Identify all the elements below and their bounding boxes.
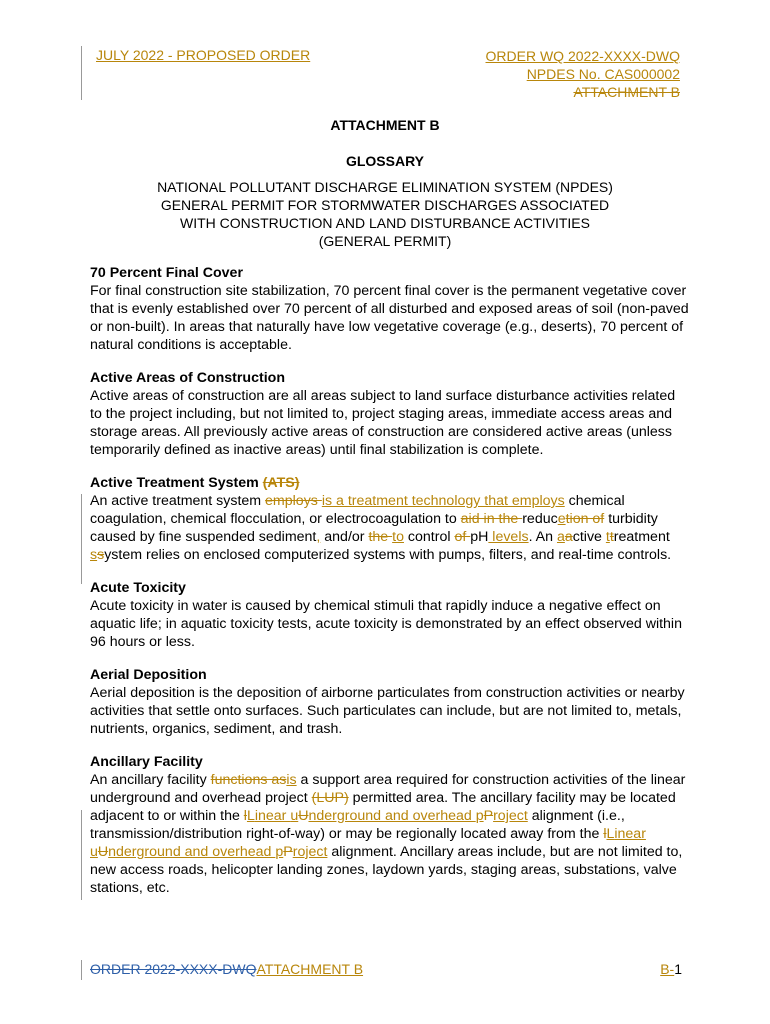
glossary-entry — [90, 579, 690, 651]
deleted-text: employs — [265, 493, 322, 509]
inserted-text: e — [557, 511, 566, 527]
entry-term: 70 Percent Final Cover — [90, 265, 243, 281]
change-bar-header — [81, 46, 82, 100]
entry-definition — [90, 492, 690, 564]
header-left — [96, 47, 418, 63]
inserted-text: roject — [292, 844, 328, 860]
text-run: ystem relies on enclosed computerized systems with pumps, filters, and real-time controls. — [104, 547, 672, 563]
inserted-text: t — [605, 529, 610, 545]
footer-attachment: ATTACHMENT B — [256, 961, 364, 977]
deleted-text: P — [283, 844, 293, 860]
change-bar-ancillary — [81, 810, 82, 900]
entry-term: Ancillary Facility — [90, 754, 203, 770]
inserted-text: is a treatment technology that employs — [321, 493, 565, 509]
deleted-text: t — [609, 529, 614, 545]
term-text: Active Treatment System — [90, 475, 263, 491]
inserted-text: u — [290, 808, 299, 824]
entry-definition: Acute toxicity in water is caused by chemical stimuli that rapidly induce a negative effect on aquatic life; in aquatic toxicity tests, acute toxicity is demonstrated by an effect observed within 96 hours or less. — [90, 598, 682, 650]
inserted-text: levels — [488, 529, 529, 545]
attachment-title: ATTACHMENT B — [330, 117, 440, 133]
entry-definition — [90, 771, 690, 897]
entry-definition: Aerial deposition is the deposition of airborne particulates from construction activities or nearby activities that settle onto surfaces. Such particulates can include, but are not limited to, metals, nutrients, organics, sediment, and trash. — [90, 685, 685, 737]
inserted-text: inear — [254, 808, 291, 824]
entry-term: Active Areas of Construction — [90, 370, 285, 386]
inserted-text: L — [246, 808, 255, 824]
text-run: An ancillary facility — [90, 772, 211, 788]
entry-definition: For final construction site stabilization, 70 percent final cover is the permanent vegetative cover that is evenly established over 70 percent of all disturbed and exposed areas of soil (non-paved or non-built). In areas that naturally have low vegetative coverage (e.g., deserts), 70 percent of natural conditions is acceptable. — [90, 283, 689, 353]
text-run: chemical coagulation, chemical flocculation, or electrocoagulation to — [90, 493, 625, 527]
deleted-text: (LUP) — [311, 790, 349, 806]
glossary-title: GLOSSARY — [345, 153, 425, 169]
inserted-text: p — [475, 808, 484, 824]
inserted-text: , — [316, 529, 321, 545]
header-right — [486, 47, 680, 101]
glossary-entry — [90, 474, 690, 564]
deleted-text: tion of — [565, 511, 605, 527]
inserted-text: a — [556, 529, 565, 545]
text-run: . An — [528, 529, 557, 545]
header-npdes-number: NPDES No. CAS000002 — [526, 66, 680, 82]
inserted-text: s — [90, 547, 98, 563]
entry-term: Aerial Deposition — [90, 667, 207, 683]
subtitle-line-3: WITH CONSTRUCTION AND LAND DISTURBANCE ACTIVITIES — [180, 215, 590, 231]
page-number — [660, 961, 682, 977]
deleted-text: l — [243, 808, 247, 824]
change-bar-footer — [81, 960, 82, 980]
inserted-text: is — [286, 772, 297, 788]
page-prefix: B- — [660, 961, 675, 977]
deleted-text: s — [97, 547, 105, 563]
permit-subtitle — [0, 178, 770, 250]
inserted-text: roject — [493, 808, 528, 824]
header-order-number: ORDER WQ 2022-XXXX-DWQ — [485, 48, 680, 64]
inserted-text: inear — [614, 826, 646, 842]
page-num: 1 — [674, 961, 682, 977]
inserted-text: p — [275, 844, 284, 860]
deleted-text: P — [483, 808, 494, 824]
glossary-content — [90, 264, 690, 912]
text-run: and/or — [320, 529, 369, 545]
inserted-text: to — [392, 529, 404, 545]
deleted-text: (ATS) — [262, 475, 300, 491]
glossary-entry — [90, 264, 690, 354]
text-run: alignment. Ancillary areas include, but are not limited to, new access roads, helicopter landing zones, laydown yards, staging areas, substations, valve stations, etc. — [90, 844, 683, 896]
entry-term: Acute Toxicity — [90, 580, 186, 596]
change-bar-ats — [81, 494, 82, 584]
inserted-text: nderground and overhead — [108, 844, 276, 860]
deleted-text: functions as — [210, 772, 287, 788]
text-run: alignment (i.e., transmission/distribution right-of-way) or may be regionally located away from the — [90, 808, 625, 842]
inserted-text: u — [90, 844, 98, 860]
entry-definition: Active areas of construction are all areas subject to land surface disturbance activities related to the project including, but not limited to, project staging areas, immediate access areas and storage areas. All previously active areas of construction are considered active areas (unless temporarily defined as inactive areas) until final stabilization is complete. — [90, 388, 676, 458]
inserted-text: nderground and overhead — [308, 808, 476, 824]
deleted-text: aid in the — [460, 511, 523, 527]
header-attachment: ATTACHMENT B — [573, 84, 680, 100]
text-run: control — [403, 529, 455, 545]
subtitle-line-1: NATIONAL POLLUTANT DISCHARGE ELIMINATION SYSTEM (NPDES) — [157, 179, 613, 195]
text-run: reatment — [613, 529, 670, 545]
entry-term — [90, 474, 690, 492]
inserted-text: L — [606, 826, 615, 842]
text-run: turbidity caused by fine suspended sediment — [90, 511, 658, 545]
text-run: An active treatment system — [90, 493, 266, 509]
glossary-entry — [90, 369, 690, 459]
footer-deleted-order: ORDER 2022-XXXX-DWQ — [90, 961, 257, 977]
subtitle-line-4: (GENERAL PERMIT) — [318, 233, 452, 249]
deleted-text: U — [97, 844, 109, 860]
deleted-text: U — [298, 808, 309, 824]
text-run: a support area required for construction activities of the linear underground and overhead project — [90, 772, 686, 806]
text-run: reduc — [522, 511, 558, 527]
text-run: pH — [470, 529, 489, 545]
text-run: ctive — [572, 529, 606, 545]
page-footer — [90, 961, 682, 977]
header-left-text: JULY 2022 - PROPOSED ORDER — [96, 47, 311, 63]
deleted-text: l — [603, 826, 607, 842]
glossary-entry — [90, 666, 690, 738]
deleted-text: of — [454, 529, 471, 545]
deleted-text: the — [368, 529, 393, 545]
subtitle-line-2: GENERAL PERMIT FOR STORMWATER DISCHARGES ASSOCIATED — [160, 197, 610, 213]
deleted-text: a — [564, 529, 573, 545]
text-run: permitted area. The ancillary facility may be located adjacent to or within the — [90, 790, 676, 824]
glossary-entry — [90, 753, 690, 897]
